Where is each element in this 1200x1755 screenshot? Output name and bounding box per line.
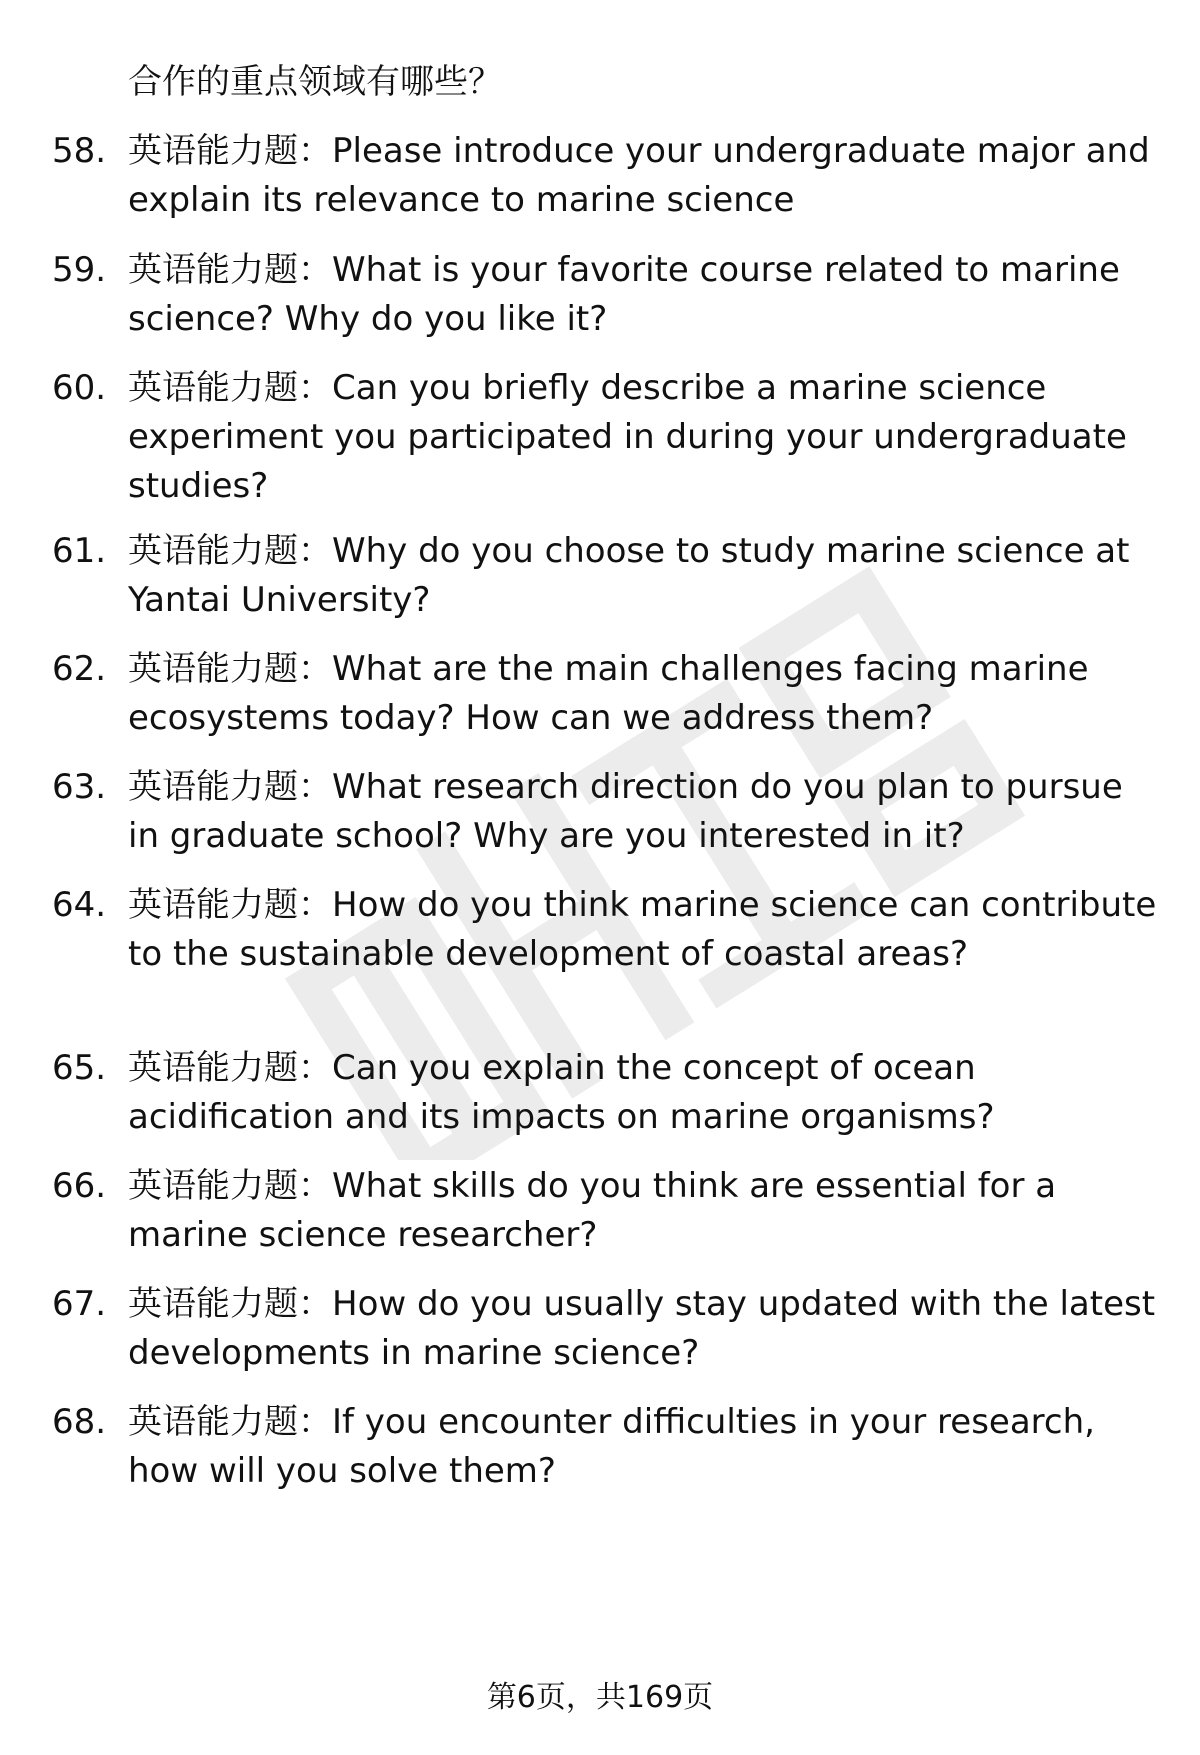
question-text: 英语能力题：What is your favorite course related to marine science? Why do you like it? [128, 250, 1120, 339]
question-text: 英语能力题：Why do you choose to study marine science at Yantai University? [128, 531, 1130, 620]
question-text: 英语能力题：How do you think marine science can contribute to the sustainable development of coastal areas? [128, 885, 1157, 974]
question-number: 67. [52, 1284, 107, 1324]
question-number: 61. [52, 531, 107, 571]
continuation-text: 合作的重点领域有哪些？ [128, 62, 502, 102]
question-text: 英语能力题：If you encounter difficulties in your research, how will you solve them? [128, 1402, 1095, 1491]
question-text: 英语能力题：Can you explain the concept of ocean acidification and its impacts on marine organisms? [128, 1048, 995, 1137]
question-number: 58. [52, 131, 107, 171]
question-number: 60. [52, 368, 107, 408]
question-number: 63. [52, 767, 107, 807]
question-text: 英语能力题：Can you briefly describe a marine science experiment you participated in during your undergraduate studies? [128, 368, 1127, 506]
question-number: 66. [52, 1166, 107, 1206]
question-text: 英语能力题：What skills do you think are essential for a marine science researcher? [128, 1166, 1057, 1255]
question-text: 英语能力题：Please introduce your undergraduate major and explain its relevance to marine science [128, 131, 1150, 220]
question-number: 65. [52, 1048, 107, 1088]
question-text: 英语能力题：What are the main challenges facing marine ecosystems today? How can we address them? [128, 649, 1089, 738]
question-text: 英语能力题：What research direction do you plan to pursue in graduate school? Why are you interested in it? [128, 767, 1123, 856]
question-number: 64. [52, 885, 107, 925]
question-number: 68. [52, 1402, 107, 1442]
page-footer: 第6页，共169页 [486, 1680, 714, 1715]
question-number: 59. [52, 250, 107, 290]
question-text: 英语能力题：How do you usually stay updated with the latest developments in marine science? [128, 1284, 1156, 1373]
question-number: 62. [52, 649, 107, 689]
